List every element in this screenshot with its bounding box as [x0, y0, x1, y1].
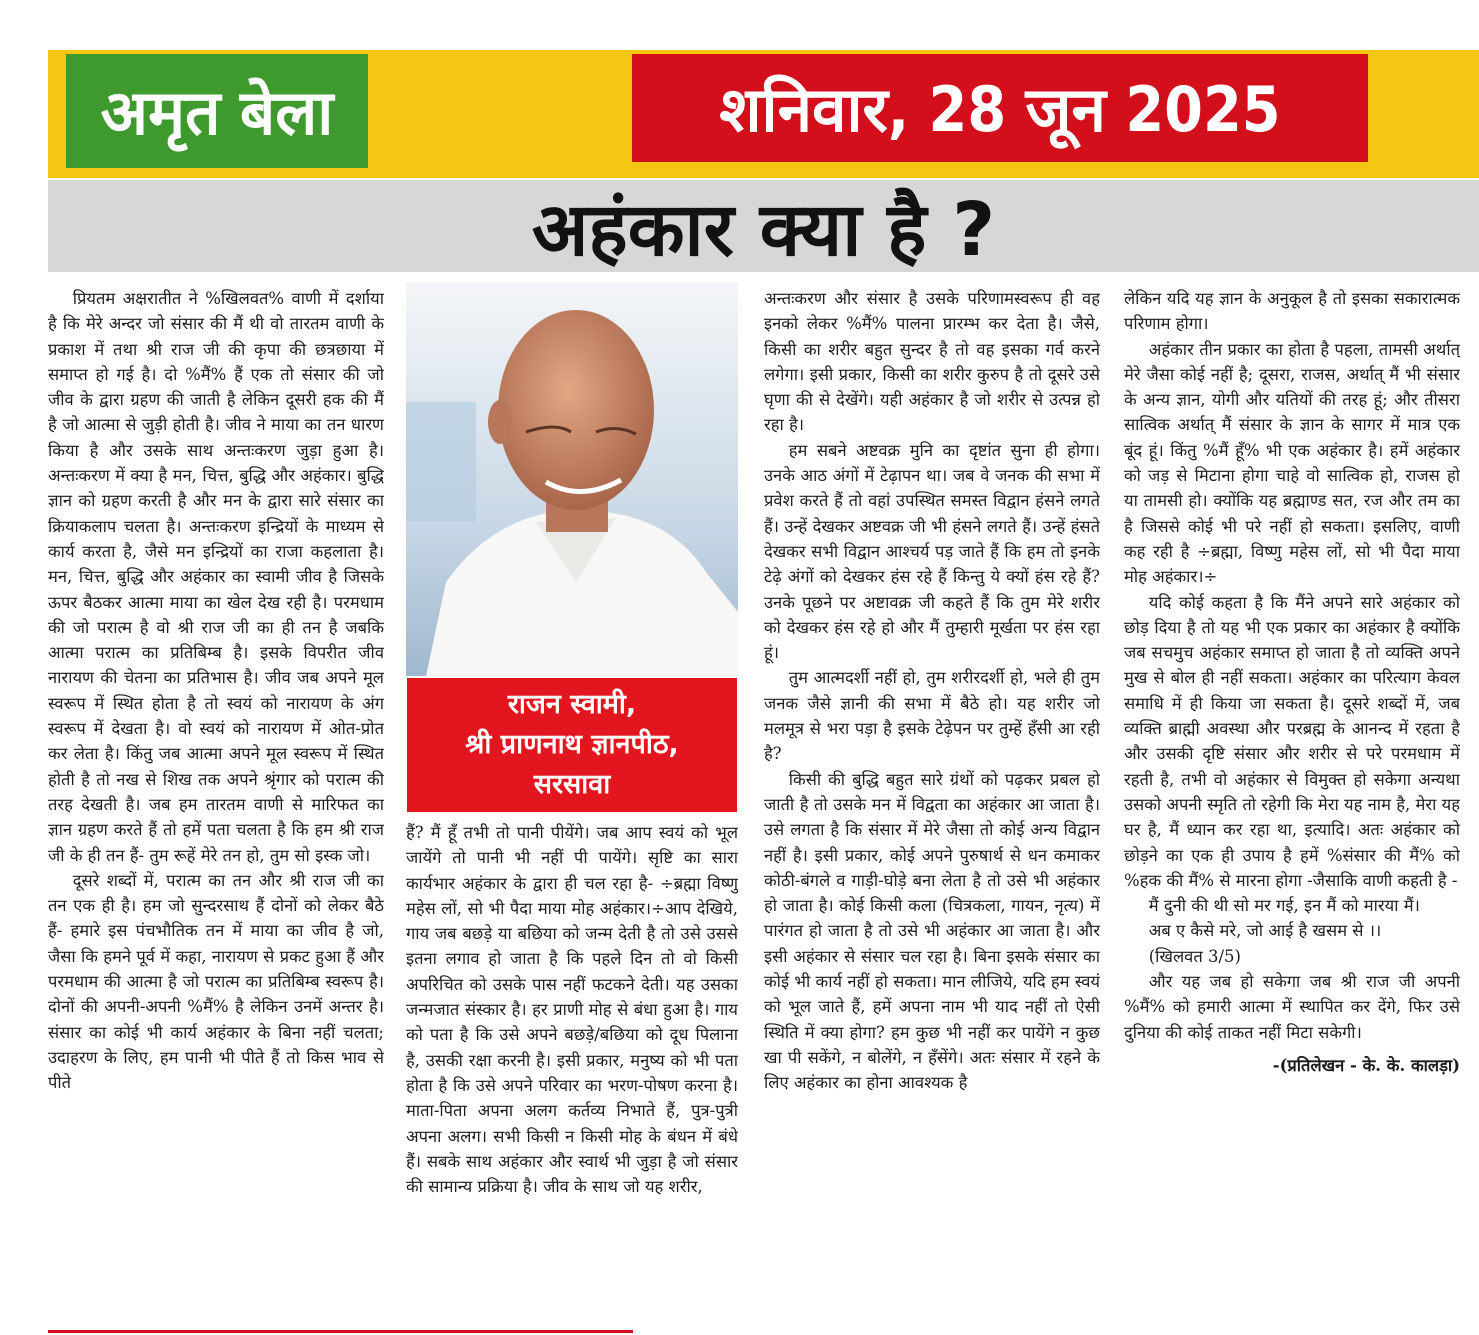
- paragraph: लेकिन यदि यह ज्ञान के अनुकूल है तो इसका सकारात्मक परिणाम होगा।: [1124, 289, 1460, 334]
- paragraph: हम सबने अष्टवक्र मुनि का दृष्टांत सुना ही होगा। उनके आठ अंगों में टेढ़ापन था। जब वे जनक की सभा में प्रवेश करते हैं तो वहां उपस्थित समस्त विद्वान हंसने लगते हैं। उन्हें देखकर अष्टवक्र जी भी हंसने लगते हैं। उन्हें हंसते देखकर सभी विद्वान आश्चर्य पड़ जाते हैं कि हम तो इनके टेढ़े अंगों को देखकर हंस रहे हैं किन्तु ये क्यों हंस रहे हैं? उनके पूछने पर अष्टावक्र जी कहते हैं कि तुम मेरे शरीर को देखकर हंस रहे हो और मैं तुम्हारी मूर्खता पर हंस रहा हूं।: [764, 440, 1100, 663]
- paragraph: हैं? मैं हूँ तभी तो पानी पीयेंगे। जब आप स्वयं को भूल जायेंगे तो पानी भी नहीं पी पायेंगे। सृष्टि का सारा कार्यभार अहंकार के द्वारा ही चल रहा है- ÷ब्रह्मा विष्णु महेस लों, सो भी पैदा माया मोह अहंकार।÷आप देखिये, गाय जब बछड़े या बछिया को जन्म देती है तो उसे उससे इतना लगाव हो जाता है कि पहले दिन तो वो किसी अपरिचित को उसके पास नहीं फटकने देती। यह उसका जन्मजात संस्कार है। हर प्राणी मोह से बंधा हुआ है। गाय को पता है कि उसे अपने बछड़े/बछिया को दूध पिलाना है, उसकी रक्षा करनी है। इसी प्रकार, मनुष्य को भी पता होता है कि उसे अपने परिवार का भरण-पोषण करना है। माता-पिता अपना अलग कर्तव्य निभाते हैं, पुत्र-पुत्री अपना अलग। सभी किसी न किसी मोह के बंधन में बंधे हैं। सबके साथ अहंकार और स्वार्थ भी जुड़ा है जो संसार की सामान्य प्रक्रिया है। जीव के साथ जो यह शरीर,: [406, 823, 738, 1197]
- date-banner: [632, 54, 1368, 162]
- author-organization: श्री प्राणनाथ ज्ञानपीठ,: [465, 729, 679, 760]
- verse-reference: (खिलवत 3/5): [1148, 946, 1241, 966]
- paragraph: दूसरे शब्दों में, परात्म का तन और श्री राज जी का तन एक ही है। हम जो सुन्दरसाथ हैं दोनों को लेकर बैठे हैं- हमारे इस पंचभौतिक तन में माया का जीव है जो, जैसा कि हमने पूर्व में कहा, नारायण से प्रकट हुआ हैं और परमधाम की आत्मा है जो परात्म का प्रतिबिम्ब स्वरूप है। दोनों की अपनी-अपनी %मैं% है लेकिन उनमें अन्तर है। संसार का कोई भी कार्य अहंकार के बिना नहीं चलता; उदाहरण के लिए, हम पानी भी पीते हैं तो किस भाव से पीते: [48, 870, 384, 1093]
- author-byline: [405, 676, 739, 814]
- bottom-rule: [48, 1330, 633, 1333]
- paragraph: तुम आत्मदर्शी नहीं हो, तुम शरीरदर्शी हो, भले ही तुम जनक जैसे ज्ञानी की सभा में बैठे हो। यह शरीर जो मलमूत्र से भरा पड़ा है इसके टेढ़ेपन पर तुम्हें हँसी आ रही है?: [764, 668, 1100, 764]
- issue-date: शनिवार, 28 जून 2025: [719, 73, 1281, 146]
- author-photo: [406, 282, 738, 676]
- author-name: राजन स्वामी,: [507, 689, 637, 720]
- article-title: अहंकार क्या है ?: [531, 186, 996, 273]
- article-column-2: [406, 820, 738, 1326]
- paragraph: किसी की बुद्धि बहुत सारे ग्रंथों को पढ़कर प्रबल हो जाती है तो उसके मन में विद्वता का अहंकार आ जाता है। उसे लगता है कि संसार में मेरे जैसा तो कोई अन्य विद्वान नहीं है। इसी प्रकार, कोई अपने पुरुषार्थ से धन कमाकर कोठी-बंगले व गाड़ी-घोड़े बना लेता है तो उसे भी अहंकार हो जाता है। कोई किसी कला (चित्रकला, गायन, नृत्य) में पारंगत हो जाता है तो उसे भी अहंकार आ जाता है। और इसी अहंकार से संसार चल रहा है। बिना इसके संसार का कोई भी कार्य नहीं हो सकता। मान लीजिये, यदि हम स्वयं को भूल जाते हैं, हमें अपना नाम भी याद नहीं तो ऐसी स्थिति में क्या होगा? हम कुछ भी नहीं कर पायेंगे न कुछ खा पी सकेंगे, न बोलेंगे, न हँसेंगे। अतः संसार में रहने के लिए अहंकार का होना आवश्यक है: [764, 769, 1100, 1093]
- article-column-3: [764, 286, 1100, 1326]
- article-column-1: [48, 286, 384, 1326]
- section-tag: [66, 54, 368, 168]
- article-column-4: [1124, 286, 1460, 1326]
- verse-line: अब ए कैसे मरे, जो आई है खसम से ।।: [1148, 921, 1382, 941]
- paragraph: प्रियतम अक्षरातीत ने %खिलवत% वाणी में दर्शाया है कि मेरे अन्दर जो संसार की मैं थी वो तारतम वाणी के प्रकाश में तथा श्री राज जी की कृपा की छत्रछाया में समाप्त हो गई है। दो %मैं% हैं एक तो संसार की जो जीव के द्वारा ग्रहण की जाती है लेकिन दूसरी हक की मैं है जो आत्मा से जुड़ी होती है। जीव ने माया का तन धारण किया है और उसके साथ अन्तःकरण जुड़ा हुआ है। अन्तःकरण में क्या है मन, चित्त, बुद्धि और अहंकार। बुद्धि ज्ञान को ग्रहण करती है और मन के द्वारा सारे संसार का क्रियाकलाप चलता है। अन्तःकरण इन्द्रियों के माध्यम से कार्य करता है, जैसे मन इन्द्रियों का राजा कहलाता है। मन, चित्त, बुद्धि और अहंकार का स्वामी जीव है जिसके ऊपर बैठकर आत्मा माया का खेल देख रही है। परमधाम की जो परात्म है वो श्री राज जी का ही तन है जबकि आत्मा परात्म का प्रतिबिम्ब है। इसके विपरीत जीव नारायण की चेतना का प्रतिभास है। जीव जब अपने मूल स्वरूप में स्थित होता है तो स्वयं को नारायण के अंग स्वरूप में देखता है। वो स्वयं को नारायण में ओत-प्रोत कर लेता है। किंतु जब आत्मा अपने मूल स्वरूप में स्थित होती है तो नख से शिख तक अपने श्रृंगार को परात्म की तरह देखती है। जब हम तारतम वाणी से मारिफत का ज्ञान ग्रहण करते हैं तो हमें पता चलता है कि हम श्री राज जी के ही तन हैं- तुम रूहें मेरे तन हो, तुम सो इस्क जो।: [48, 289, 384, 865]
- verse-line: मैं दुनी की थी सो मर गई, इन मैं को मारया मैं।: [1148, 896, 1420, 916]
- paragraph: अहंकार तीन प्रकार का होता है पहला, तामसी अर्थात् मेरे जैसा कोई नहीं है; दूसरा, राजस, अर्थात् मैं भी संसार के अन्य ज्ञान, योगी और यतियों की तरह हूं; और तीसरा सात्विक अर्थात् मैं संसार के ज्ञान के सागर में मात्र एक बूंद हूं। किंतु %मैं हूँ% भी एक अहंकार है। हमें अहंकार को जड़ से मिटाना होगा चाहे वो सात्विक हो, राजस हो या तामसी हो। क्योंकि यह ब्रह्माण्ड सत, रज और तम का है जिससे कोई भी परे नहीं हो सकता। इसलिए, वाणी कह रही है ÷ब्रह्मा, विष्णु महेस लों, सो भी पैदा माया मोह अहंकार।÷: [1124, 339, 1460, 587]
- portrait-image: [406, 282, 738, 676]
- paragraph: यदि कोई कहता है कि मैंने अपने सारे अहंकार को छोड़ दिया है तो यह भी एक प्रकार का अहंकार है क्योंकि जब सचमुच अहंकार समाप्त हो जाता है तो व्यक्ति अपने मुख से बोल ही नहीं सकता। अहंकार का परित्याग केवल समाधि में ही किया जा सकता है। दूसरे शब्दों में, जब व्यक्ति ब्राह्मी अवस्था और परब्रह्म के आनन्द में रहता है और उसकी दृष्टि संसार और शरीर से परे परमधाम में रहती है, तभी वो अहंकार से विमुक्त हो सकेगा अन्यथा उसको अपनी स्मृति तो रहेगी कि मेरा यह नाम है, मेरा यह घर है, मैं ध्यान कर रहा था, इत्यादि। अतः अहंकार को छोड़ने का एक ही उपाय है हमें %संसार की मैं% को %हक की मैं% से मारना होगा -जैसाकि वाणी कहती है -: [1124, 592, 1460, 890]
- paragraph: और यह जब हो सकेगा जब श्री राज जी अपनी %मैं% को हमारी आत्मा में स्थापित कर देंगे, फिर उसे दुनिया की कोई ताकत नहीं मिटा सकेगी।: [1124, 972, 1460, 1042]
- paragraph: अन्तःकरण और संसार है उसके परिणामस्वरूप ही वह इनको लेकर %मैं% पालना प्रारम्भ कर देता है। जैसे, किसी का शरीर बहुत सुन्दर है तो वह इसका गर्व करने लगेगा। इसी प्रकार, किसी का शरीर कुरुप है तो दूसरे उसे घृणा की से देखेंगे। यही अहंकार है जो शरीर से उत्पन्न हो रहा है।: [764, 289, 1100, 435]
- section-title: अमृत बेला: [100, 76, 334, 149]
- headline-bar: [48, 180, 1479, 272]
- author-place: सरसावा: [533, 769, 611, 800]
- transcription-credit: -(प्रतिलेखन - के. के. कालड़ा): [1272, 1055, 1460, 1075]
